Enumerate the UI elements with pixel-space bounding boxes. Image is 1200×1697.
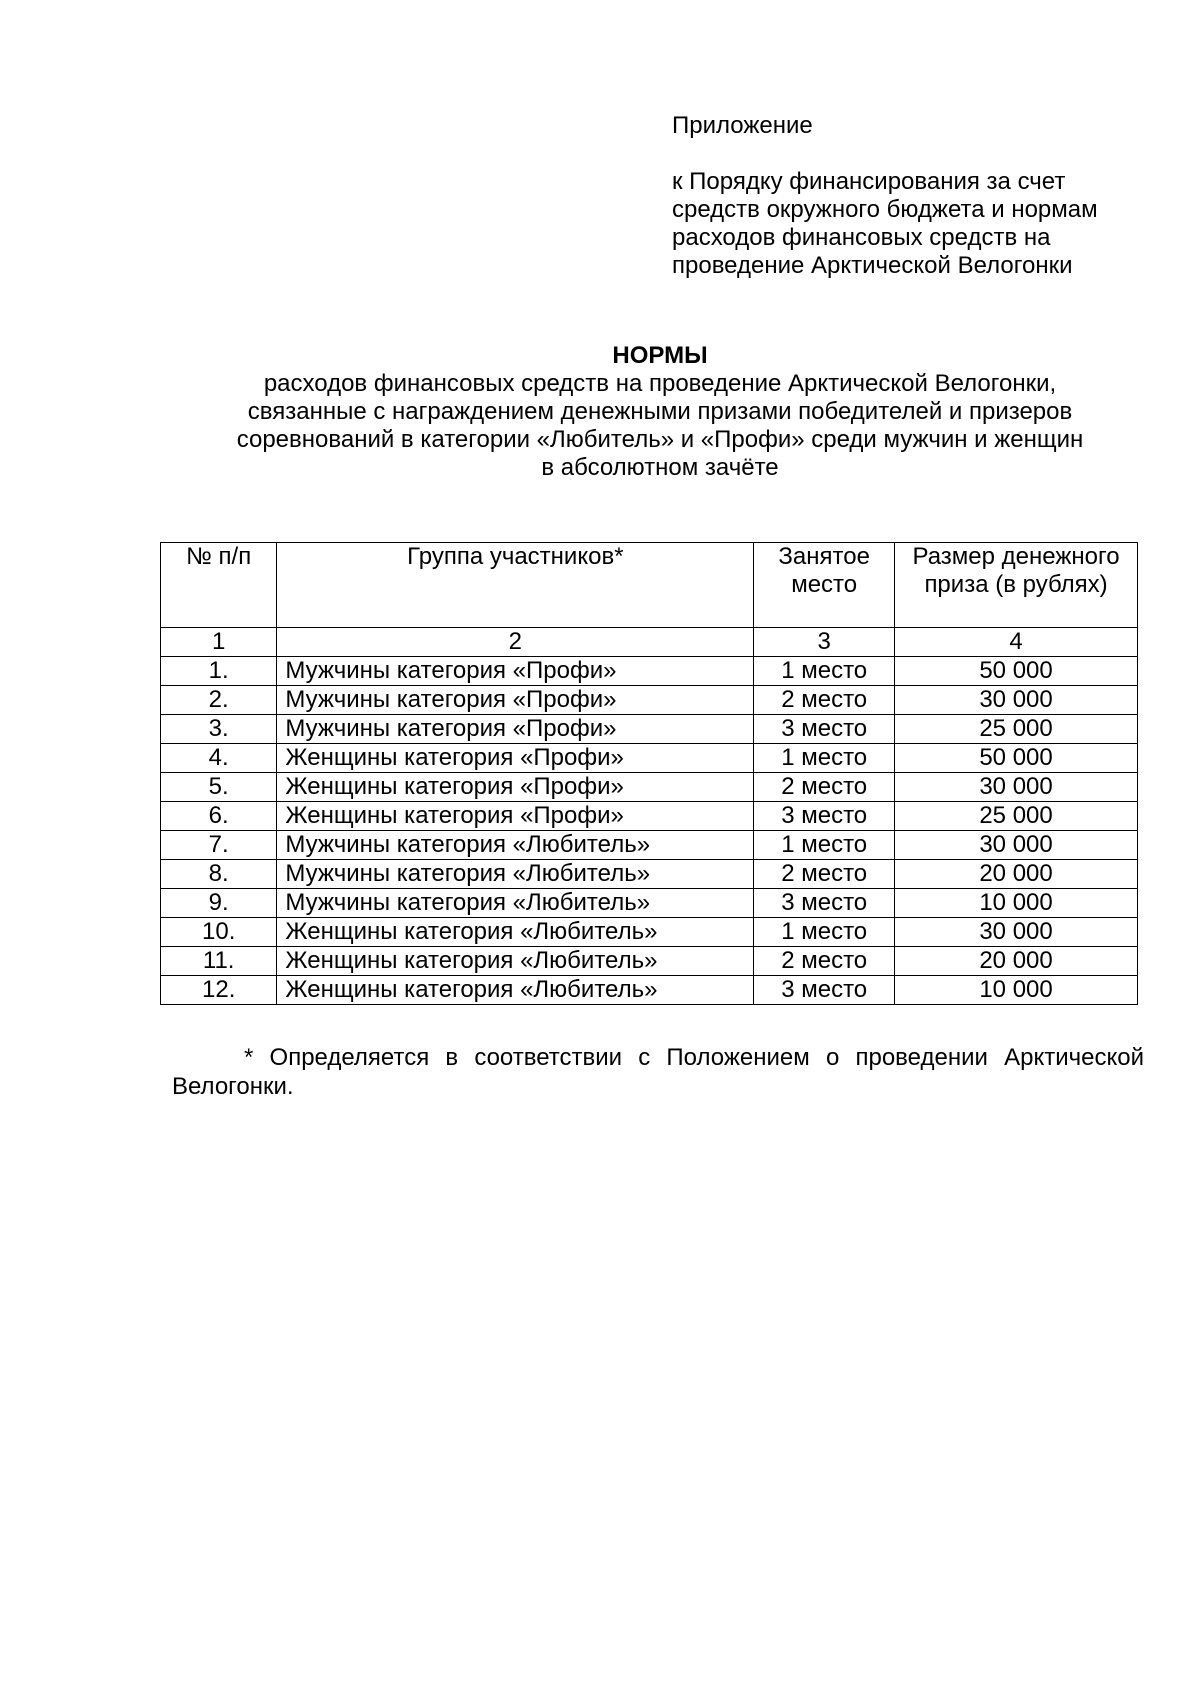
appendix-line: расходов финансовых средств на [672, 224, 1051, 251]
subtitle-line: в абсолютном зачёте [541, 454, 779, 481]
appendix-block [672, 112, 1172, 280]
row-group: Мужчины категория «Профи» [277, 657, 754, 686]
row-group: Женщины категория «Профи» [277, 744, 754, 773]
footnote: * Определяется в соответствии с Положением о проведении Арктической Велогонки. [172, 1044, 1144, 1100]
table-row [161, 918, 1138, 947]
column-number: 2 [277, 628, 754, 657]
row-number: 4. [161, 744, 277, 773]
table-row [161, 744, 1138, 773]
row-prize: 50 000 [895, 657, 1138, 686]
column-numbering-row [161, 628, 1138, 657]
table-row [161, 715, 1138, 744]
row-group: Мужчины категория «Любитель» [277, 860, 754, 889]
row-number: 6. [161, 802, 277, 831]
row-number: 7. [161, 831, 277, 860]
row-prize: 30 000 [895, 831, 1138, 860]
row-prize: 25 000 [895, 715, 1138, 744]
row-prize: 10 000 [895, 889, 1138, 918]
table-row [161, 947, 1138, 976]
row-group: Мужчины категория «Любитель» [277, 831, 754, 860]
table-row [161, 802, 1138, 831]
table-row [161, 860, 1138, 889]
row-number: 8. [161, 860, 277, 889]
document-title: НОРМЫ [612, 342, 708, 369]
table-row [161, 976, 1138, 1005]
row-group: Мужчины категория «Профи» [277, 686, 754, 715]
subtitle-line: расходов финансовых средств на проведение Арктической Велогонки, [263, 370, 1057, 397]
prize-norms-table [160, 542, 1138, 1005]
appendix-heading: Приложение [672, 112, 813, 139]
row-group: Женщины категория «Любитель» [277, 976, 754, 1005]
column-number: 4 [895, 628, 1138, 657]
row-group: Мужчины категория «Профи» [277, 715, 754, 744]
table-row [161, 831, 1138, 860]
header-prize: Размер денежного приза (в рублях) [895, 543, 1138, 628]
row-place: 3 место [754, 976, 895, 1005]
header-place: Занятое место [754, 543, 895, 628]
row-prize: 20 000 [895, 860, 1138, 889]
table-row [161, 686, 1138, 715]
header-group: Группа участников* [277, 543, 754, 628]
title-block [150, 342, 1170, 482]
header-number: № п/п [161, 543, 277, 628]
row-prize: 30 000 [895, 918, 1138, 947]
appendix-line: к Порядку финансирования за счет [672, 168, 1066, 195]
row-prize: 10 000 [895, 976, 1138, 1005]
row-prize: 30 000 [895, 773, 1138, 802]
row-number: 5. [161, 773, 277, 802]
row-group: Женщины категория «Любитель» [277, 918, 754, 947]
row-group: Мужчины категория «Любитель» [277, 889, 754, 918]
table-header-row [161, 543, 1138, 628]
row-place: 2 место [754, 947, 895, 976]
row-number: 2. [161, 686, 277, 715]
row-place: 1 место [754, 657, 895, 686]
row-place: 2 место [754, 686, 895, 715]
row-group: Женщины категория «Профи» [277, 802, 754, 831]
subtitle-line: связанные с награждением денежными призами победителей и призеров [247, 398, 1073, 425]
row-number: 12. [161, 976, 277, 1005]
row-number: 3. [161, 715, 277, 744]
row-number: 11. [161, 947, 277, 976]
row-place: 1 место [754, 831, 895, 860]
table-body [161, 657, 1138, 1005]
row-place: 1 место [754, 918, 895, 947]
row-place: 3 место [754, 715, 895, 744]
row-prize: 50 000 [895, 744, 1138, 773]
appendix-line: средств окружного бюджета и нормам [672, 196, 1098, 223]
subtitle-line: соревнований в категории «Любитель» и «Профи» среди мужчин и женщин [236, 426, 1084, 453]
table-row [161, 889, 1138, 918]
row-prize: 25 000 [895, 802, 1138, 831]
row-group: Женщины категория «Профи» [277, 773, 754, 802]
table-row [161, 773, 1138, 802]
row-group: Женщины категория «Любитель» [277, 947, 754, 976]
row-number: 10. [161, 918, 277, 947]
appendix-line: проведение Арктической Велогонки [672, 252, 1073, 279]
row-number: 1. [161, 657, 277, 686]
row-place: 1 место [754, 744, 895, 773]
table-row [161, 657, 1138, 686]
row-prize: 30 000 [895, 686, 1138, 715]
column-number: 3 [754, 628, 895, 657]
row-place: 3 место [754, 802, 895, 831]
row-place: 3 место [754, 889, 895, 918]
column-number: 1 [161, 628, 277, 657]
row-place: 2 место [754, 773, 895, 802]
row-number: 9. [161, 889, 277, 918]
row-prize: 20 000 [895, 947, 1138, 976]
row-place: 2 место [754, 860, 895, 889]
